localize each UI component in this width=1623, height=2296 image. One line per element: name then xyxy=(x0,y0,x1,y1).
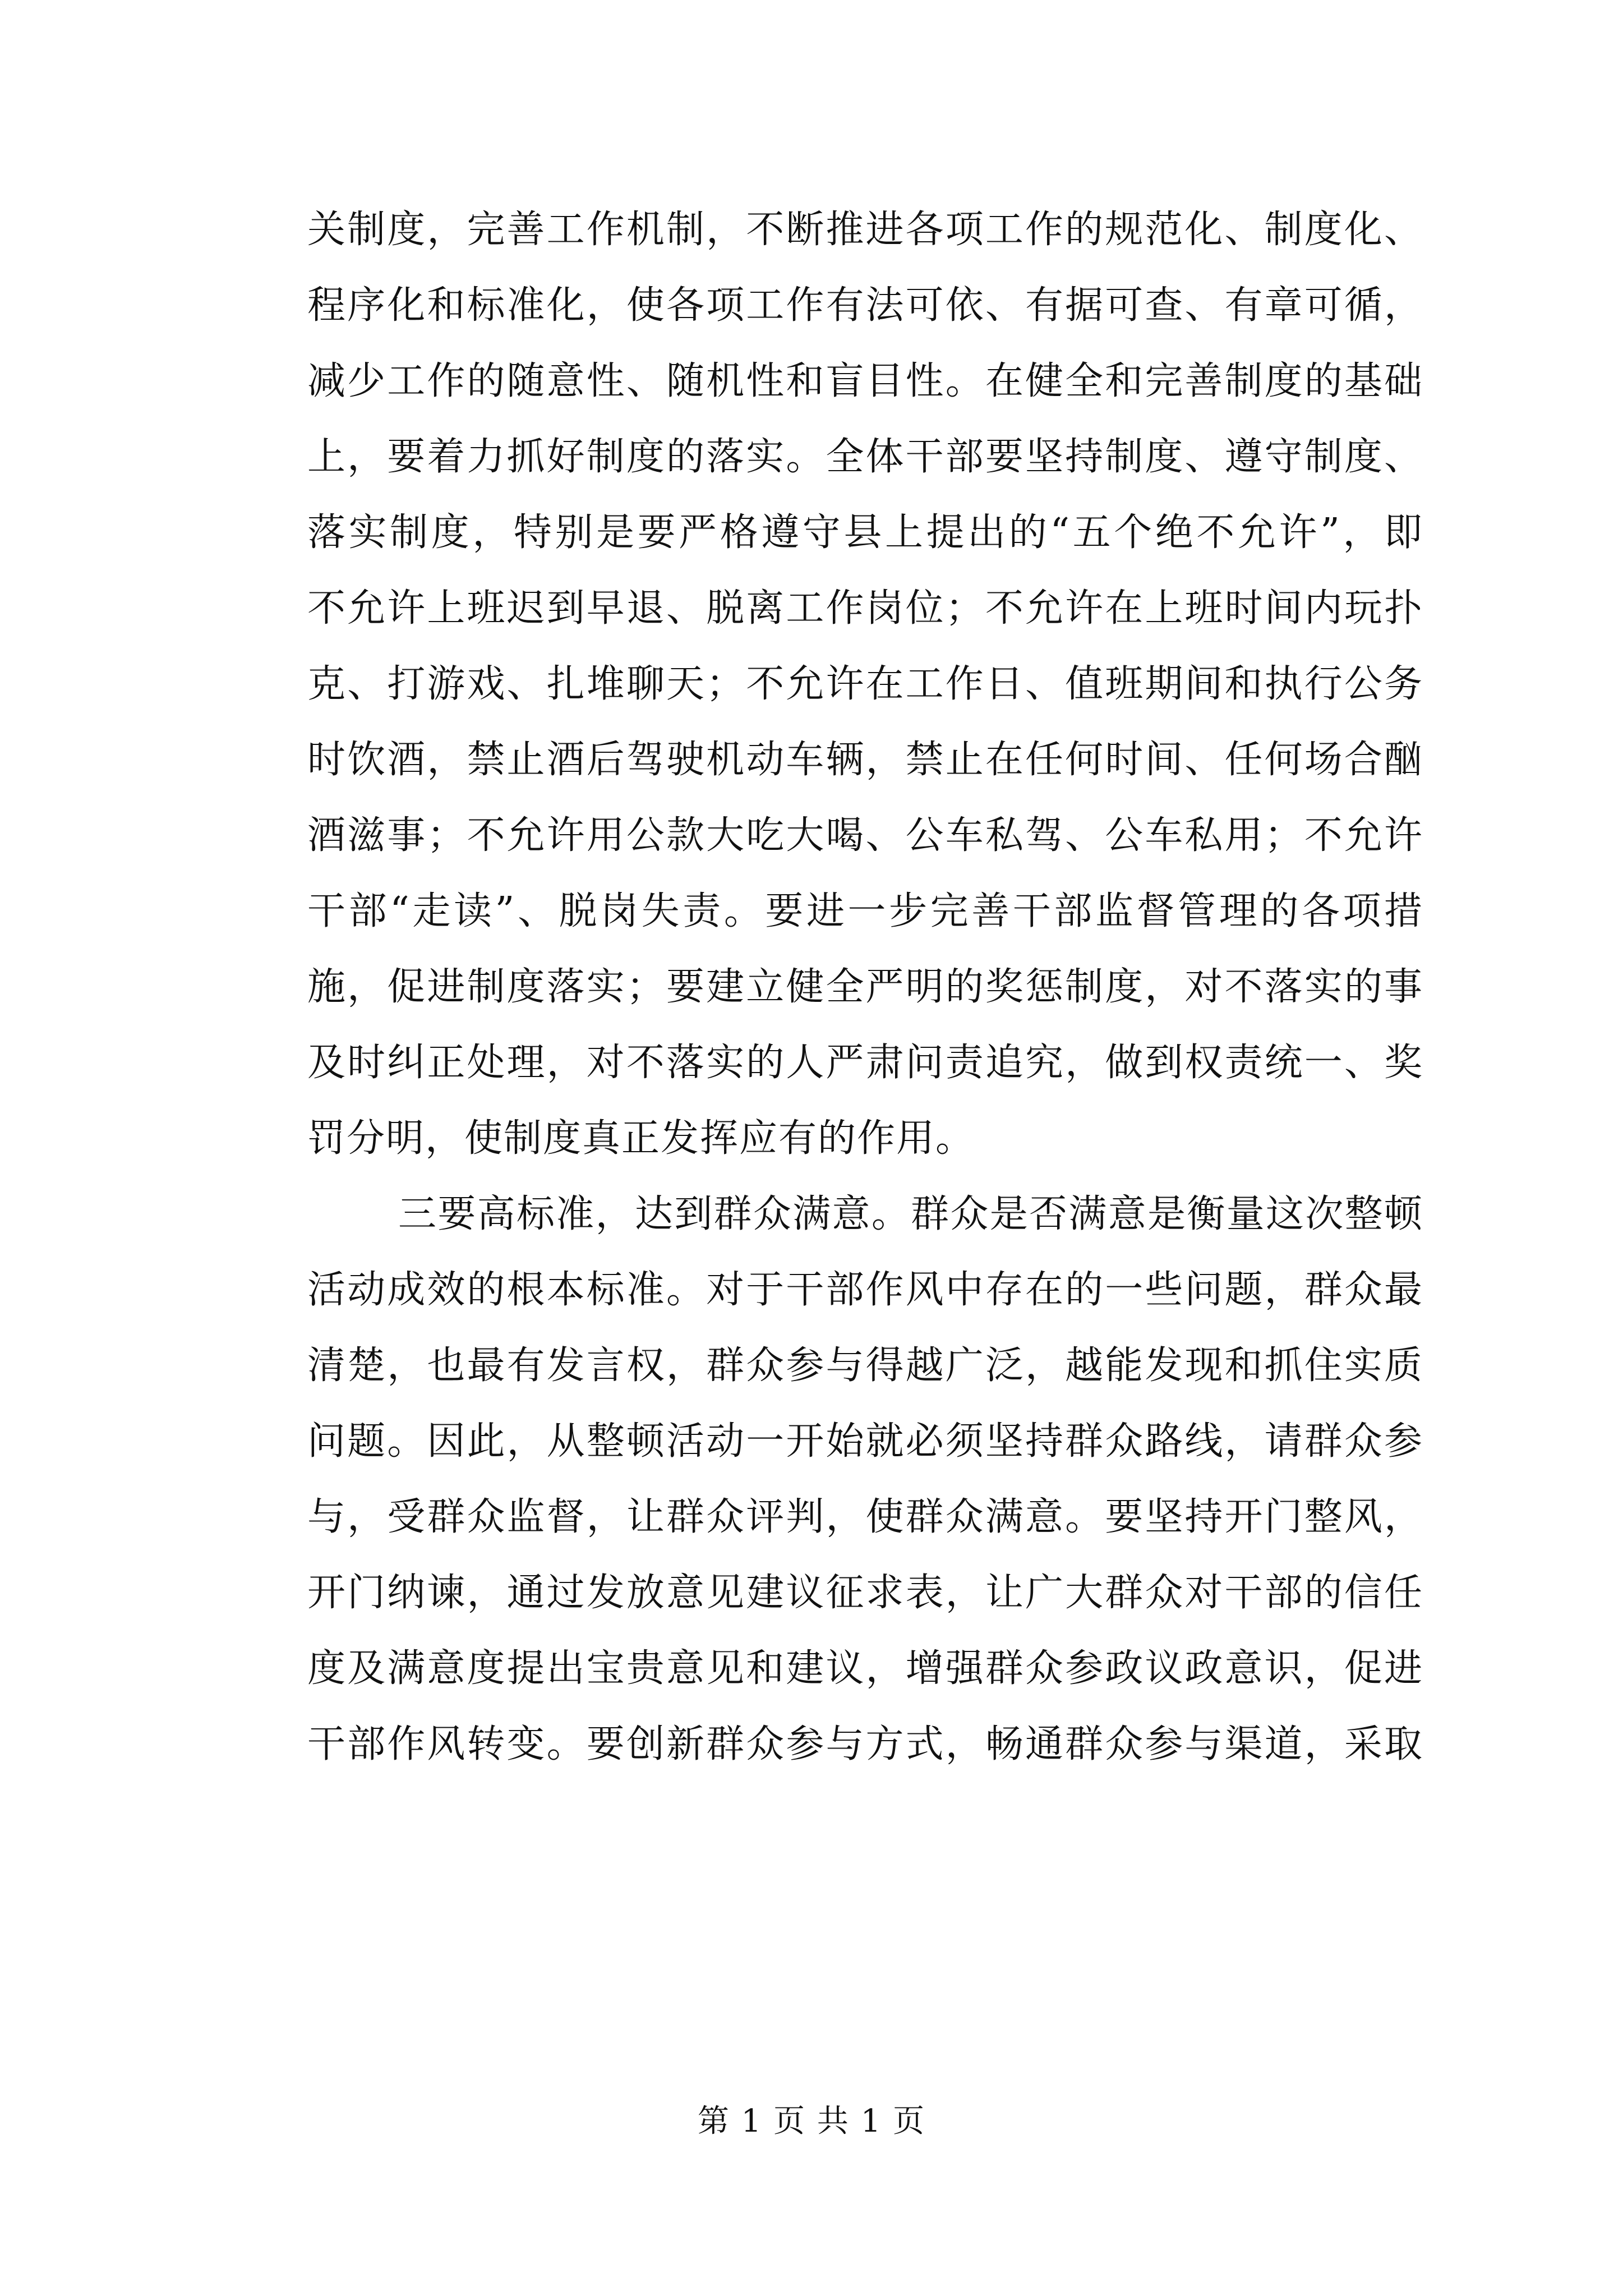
body-text-line: 落实制度，特别是要严格遵守县上提出的“五个绝不允许”，即 xyxy=(307,510,1423,555)
body-text-line: 酒滋事；不允许用公款大吃大喝、公车私驾、公车私用；不允许 xyxy=(307,813,1423,858)
body-text-line: 干部作风转变。要创新群众参与方式，畅通群众参与渠道，采取 xyxy=(307,1722,1423,1766)
body-text-line: 关制度，完善工作机制，不断推进各项工作的规范化、制度化、 xyxy=(307,208,1423,252)
body-text-line: 克、打游戏、扎堆聊天；不允许在工作日、值班期间和执行公务 xyxy=(307,662,1423,706)
body-text-line: 减少工作的随意性、随机性和盲目性。在健全和完善制度的基础 xyxy=(307,359,1423,403)
body-text-line: 开门纳谏，通过发放意见建议征求表，让广大群众对干部的信任 xyxy=(307,1571,1423,1615)
body-text-line: 时饮酒，禁止酒后驾驶机动车辆，禁止在任何时间、任何场合酗 xyxy=(307,738,1423,782)
body-text-line: 不允许上班迟到早退、脱离工作岗位；不允许在上班时间内玩扑 xyxy=(307,586,1423,631)
body-text-line: 活动成效的根本标准。对于干部作风中存在的一些问题，群众最 xyxy=(307,1268,1423,1312)
paragraph-first-line: 三要高标准，达到群众满意。群众是否满意是衡量这次整顿 xyxy=(398,1192,1423,1236)
body-text-line: 清楚，也最有发言权，群众参与得越广泛，越能发现和抓住实质 xyxy=(307,1343,1423,1388)
body-text-line: 上，要着力抓好制度的落实。全体干部要坚持制度、遵守制度、 xyxy=(307,435,1423,479)
body-text-line: 罚分明，使制度真正发挥应有的作用。 xyxy=(307,1116,975,1161)
page-footer: 第 1 页 共 1 页 xyxy=(697,2103,926,2139)
body-text-line: 度及满意度提出宝贵意见和建议，增强群众参政议政意识，促进 xyxy=(307,1646,1423,1691)
body-text-line: 施，促进制度落实；要建立健全严明的奖惩制度，对不落实的事 xyxy=(307,965,1423,1009)
body-text-line: 及时纠正处理，对不落实的人严肃问责追究，做到权责统一、奖 xyxy=(307,1041,1423,1085)
body-text-line: 问题。因此，从整顿活动一开始就必须坚持群众路线，请群众参 xyxy=(307,1419,1423,1464)
body-text-line: 程序化和标准化，使各项工作有法可依、有据可查、有章可循， xyxy=(307,283,1423,328)
body-text-line: 与，受群众监督，让群众评判，使群众满意。要坚持开门整风， xyxy=(307,1495,1423,1539)
body-text-line: 干部“走读”、脱岗失责。要进一步完善干部监督管理的各项措 xyxy=(307,889,1423,933)
